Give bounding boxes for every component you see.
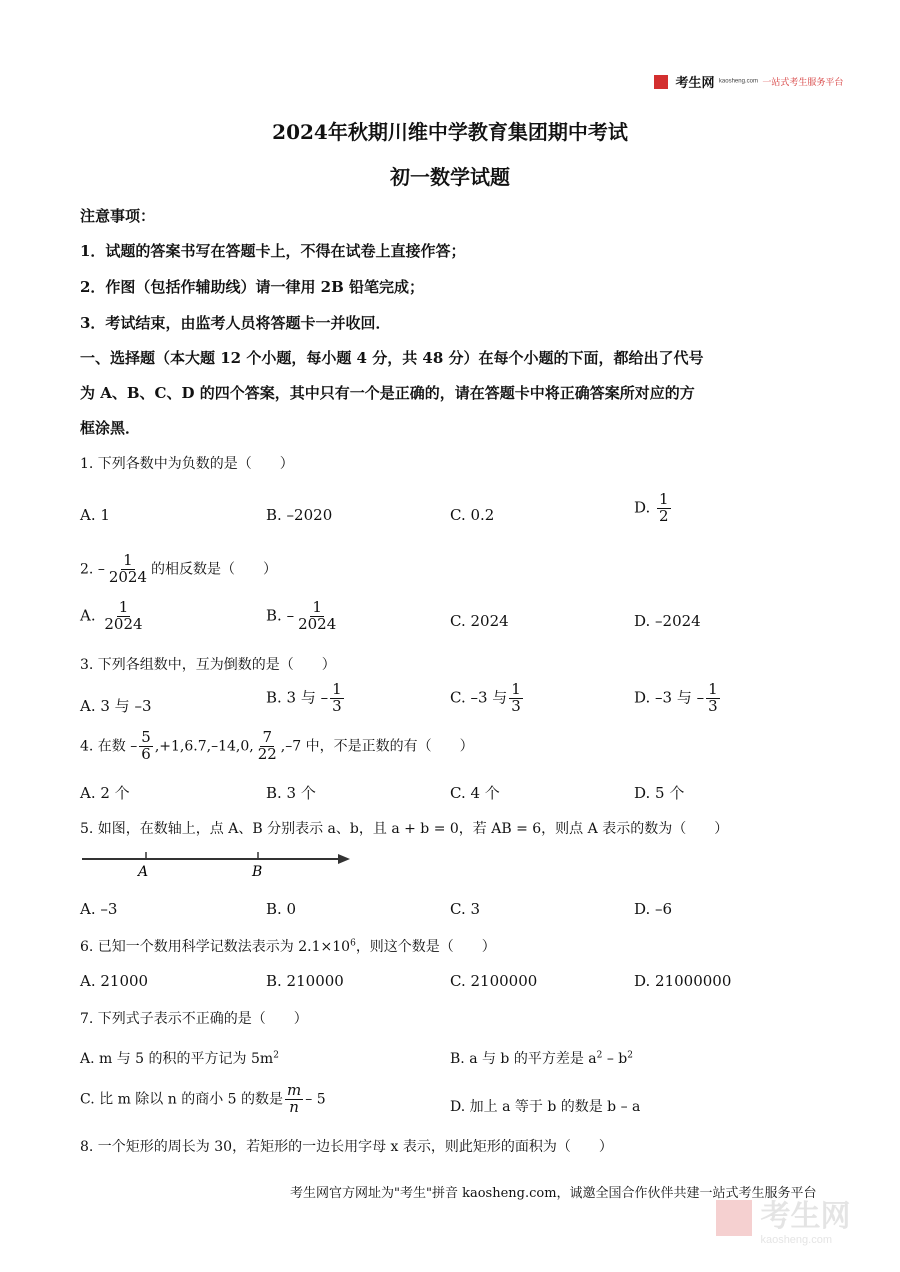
q4-option-b: B. 3 个 <box>266 784 316 802</box>
logo-icon <box>654 75 668 89</box>
q4-option-d: D. 5 个 <box>634 784 685 802</box>
point-a-label: A <box>138 864 149 880</box>
section-instruction: 为 A、B、C、D 的四个答案，其中只有一个是正确的，请在答题卡中将正确答案所对应的方 <box>80 384 695 402</box>
logo-sub: kaosheng.com <box>718 78 758 85</box>
question-2-stem: 2. – $\frac{1}{2024}$ 的相反数是（ ） <box>80 551 277 586</box>
q5-option-b: B. 0 <box>266 900 297 918</box>
q5-option-d: D. –6 <box>634 900 673 918</box>
number-line-figure <box>80 848 360 882</box>
q3-option-c: C. –3 与 $\frac{1}{3}$ <box>450 680 521 715</box>
question-4-stem: 4. 在数 – $\frac{5}{6}$ ,+1,6.7,–14,0, $\frac{7}{22}$ ,–7 中，不是正数的有（ ） <box>80 728 474 763</box>
q5-option-a: A. –3 <box>80 900 118 918</box>
q6-option-b: B. 210000 <box>266 972 344 990</box>
q2-option-a: A. $\frac{1}{2024}$ <box>80 598 143 633</box>
notice-item: 2．作图（包括作辅助线）请一律用 2B 铅笔完成； <box>80 278 424 296</box>
q2-option-b: B. – $\frac{1}{2024}$ <box>266 598 337 633</box>
number-line-arrow <box>338 854 350 864</box>
page-title: 2024年秋期川维中学教育集团期中考试 <box>272 120 628 144</box>
question-7-stem: 7. 下列式子表示不正确的是（ ） <box>80 1011 308 1027</box>
question-3-stem: 3. 下列各组数中，互为倒数的是（ ） <box>80 657 336 673</box>
logo-text: 考生网 <box>675 75 715 90</box>
q6-option-d: D. 21000000 <box>634 972 732 990</box>
question-8-stem: 8. 一个矩形的周长为 30，若矩形的一边长用字母 x 表示，则此矩形的面积为（ ） <box>80 1139 613 1155</box>
question-6-stem: 6. 已知一个数用科学记数法表示为 $2.1\times 10^6$，则这个数是（ ） <box>80 938 496 955</box>
q4-option-c: C. 4 个 <box>450 784 500 802</box>
q7-option-b: B. a 与 b 的平方差是 $a^2 - b^2$ <box>450 1050 633 1067</box>
q7-option-a: A. m 与 5 的积的平方记为 $5m^2$ <box>80 1050 279 1067</box>
question-1-stem: 1. 下列各数中为负数的是（ ） <box>80 456 294 472</box>
watermark-icon <box>716 1200 752 1236</box>
q7-option-d: D. 加上 a 等于 b 的数是 b – a <box>450 1099 641 1115</box>
notice-item: 1．试题的答案书写在答题卡上，不得在试卷上直接作答； <box>80 242 466 260</box>
question-5-stem: 5. 如图，在数轴上，点 A、B 分别表示 a、b，且 a + b = 0，若 AB = 6，则点 A 表示的数为（ ） <box>80 821 729 837</box>
q5-option-c: C. 3 <box>450 900 481 918</box>
section-instruction: 一、选择题（本大题 12 个小题，每小题 4 分，共 48 分）在每个小题的下面，都给出了代号 <box>80 349 704 367</box>
q3-option-a: A. 3 与 –3 <box>80 697 152 715</box>
brand-logo <box>654 72 843 91</box>
page-subtitle: 初一数学试题 <box>390 165 510 189</box>
section-instruction: 框涂黑． <box>80 419 141 437</box>
q1-option-b: B. –2020 <box>266 506 333 524</box>
q4-option-a: A. 2 个 <box>80 784 130 802</box>
q2-option-d: D. –2024 <box>634 612 701 630</box>
notice-item: 3．考试结束，由监考人员将答题卡一并收回． <box>80 314 391 332</box>
q3-option-d: D. –3 与 – $\frac{1}{3}$ <box>634 680 718 715</box>
q7-option-c: C. 比 m 除以 n 的商小 5 的数是 $\frac{m}{n}$ – 5 <box>80 1081 326 1116</box>
footer-text: 考生网官方网址为"考生"拼音 kaosheng.com，诚邀全国合作伙伴共建一站式考生服务平台 <box>290 1186 817 1201</box>
q1-option-c: C. 0.2 <box>450 506 495 524</box>
logo-slogan: 一站式考生服务平台 <box>762 77 844 87</box>
q1-option-d: D. $\frac{1}{2}$ <box>634 490 669 525</box>
q3-option-b: B. 3 与 – $\frac{1}{3}$ <box>266 680 342 715</box>
q1-option-a: A. 1 <box>80 506 110 524</box>
notice-heading: 注意事项： <box>80 207 156 225</box>
q6-option-c: C. 2100000 <box>450 972 538 990</box>
watermark: 考生网 kaosheng.com <box>716 1200 886 1256</box>
point-b-label: B <box>252 864 263 880</box>
q2-option-c: C. 2024 <box>450 612 509 630</box>
q6-option-a: A. 21000 <box>80 972 149 990</box>
